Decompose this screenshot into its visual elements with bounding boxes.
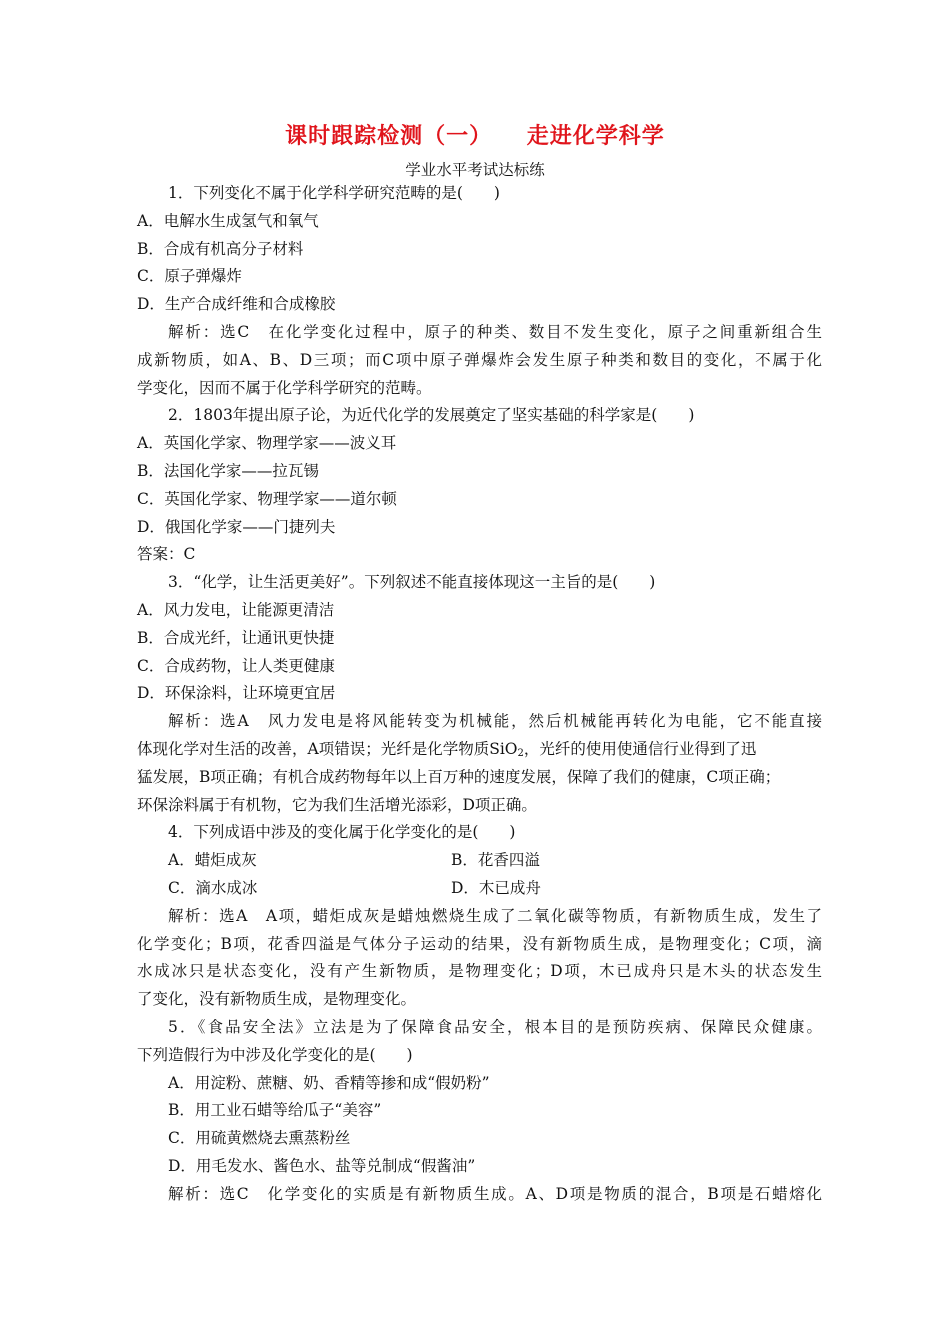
q1-option-c: C．原子弹爆炸 xyxy=(137,267,242,286)
q4-options-row xyxy=(137,875,822,903)
q1-option-d: D．生产合成纤维和合成橡胶 xyxy=(137,295,336,314)
q3-option-b: B．合成光纤，让通讯更快捷 xyxy=(137,628,335,647)
q3-option-a: A．风力发电，让能源更清洁 xyxy=(137,600,335,619)
q4-explanation-line: 了变化，没有新物质生成，是物理变化。 xyxy=(137,990,417,1009)
q2-option-b: B．法国化学家——拉瓦锡 xyxy=(137,461,319,480)
q4-stem: 4．下列成语中涉及的变化属于化学变化的是( ) xyxy=(168,823,516,842)
q5-stem: 下列造假行为中涉及化学变化的是( ) xyxy=(137,1045,413,1064)
q1-stem: 1．下列变化不属于化学科学研究范畴的是( ) xyxy=(168,184,500,202)
q3-explanation-line xyxy=(137,736,822,764)
q3-option-c: C．合成药物，让人类更健康 xyxy=(137,656,335,675)
q4-option-b: B．花香四溢 xyxy=(451,851,540,870)
q2-option-d: D．俄国化学家——门捷列夫 xyxy=(137,517,336,536)
q2-stem: 2．1803年提出原子论，为近代化学的发展奠定了坚实基础的科学家是( ) xyxy=(168,406,695,425)
q5-stem: 5．《食品安全法》立法是为了保障食品安全，根本目的是预防疾病、保障民众健康。 xyxy=(168,1017,822,1036)
q5-option-a: A．用淀粉、蔗糖、奶、香精等掺和成“假奶粉” xyxy=(168,1073,490,1092)
q4-option-a: A．蜡炬成灰 xyxy=(168,851,257,870)
q2-option-a: A．英国化学家、物理学家——波义耳 xyxy=(137,434,397,453)
q3-expl-text: 体现化学对生活的改善，A项错误；光纤是化学物质SiO xyxy=(137,739,518,758)
q4-option-c: C．滴水成冰 xyxy=(168,878,258,897)
q3-explanation-line: 解析：选A 风力发电是将风能转变为机械能，然后机械能再转化为电能，它不能直接 xyxy=(168,712,822,731)
q5-option-c: C．用硫黄燃烧去熏蒸粉丝 xyxy=(168,1129,351,1148)
q4-explanation-line: 解析：选A A项，蜡炬成灰是蜡烛燃烧生成了二氧化碳等物质，有新物质生成，发生了 xyxy=(168,906,822,925)
q1-option-b: B．合成有机高分子材料 xyxy=(137,239,304,258)
q4-option-d: D．木已成舟 xyxy=(451,878,541,897)
q1-explanation-line: 成新物质，如A、B、D三项；而C项中原子弹爆炸会发生原子种类和数目的变化，不属于化 xyxy=(137,350,822,369)
q3-option-d: D．环保涂料，让环境更宜居 xyxy=(137,684,336,703)
q4-explanation-line: 化学变化；B项，花香四溢是气体分子运动的结果，没有新物质生成，是物理变化；C项，滴 xyxy=(137,934,822,953)
q5-option-d: D．用毛发水、酱色水、盐等兑制成“假酱油” xyxy=(168,1156,476,1175)
q2-answer: 答案：C xyxy=(137,545,196,564)
q3-expl-text: ，光纤的使用使通信行业得到了迅 xyxy=(523,739,757,758)
q1-explanation-line: 学变化，因而不属于化学科学研究的范畴。 xyxy=(137,378,432,397)
q5-option-b: B．用工业石蜡等给瓜子“美容” xyxy=(168,1101,382,1120)
section-subtitle: 学业水平考试达标练 xyxy=(405,161,545,179)
q1-explanation-line: 解析：选C 在化学变化过程中，原子的种类、数目不发生变化，原子之间重新组合生 xyxy=(168,322,822,341)
page-title: 课时跟踪检测（一） 走进化学科学 xyxy=(285,123,665,149)
q3-expl-subscript: 2 xyxy=(517,747,524,759)
q3-explanation-line: 猛发展，B项正确；有机合成药物每年以上百万种的速度发展，保障了我们的健康，C项正确； xyxy=(137,767,781,786)
q4-explanation-line: 水成冰只是状态变化，没有产生新物质，是物理变化；D项，木已成舟只是木头的状态发生 xyxy=(137,962,822,981)
q3-stem: 3．“化学，让生活更美好”。下列叙述不能直接体现这一主旨的是( ) xyxy=(168,573,656,592)
q1-option-a: A．电解水生成氢气和氧气 xyxy=(137,211,319,230)
q5-explanation-line: 解析：选C 化学变化的实质是有新物质生成。A、D项是物质的混合，B项是石蜡熔化 xyxy=(168,1184,822,1203)
q3-explanation-line: 环保涂料属于有机物，它为我们生活增光添彩，D项正确。 xyxy=(137,795,537,814)
question-list xyxy=(137,180,822,1208)
q2-option-c: C．英国化学家、物理学家——道尔顿 xyxy=(137,489,397,508)
q4-options-row xyxy=(137,847,822,875)
